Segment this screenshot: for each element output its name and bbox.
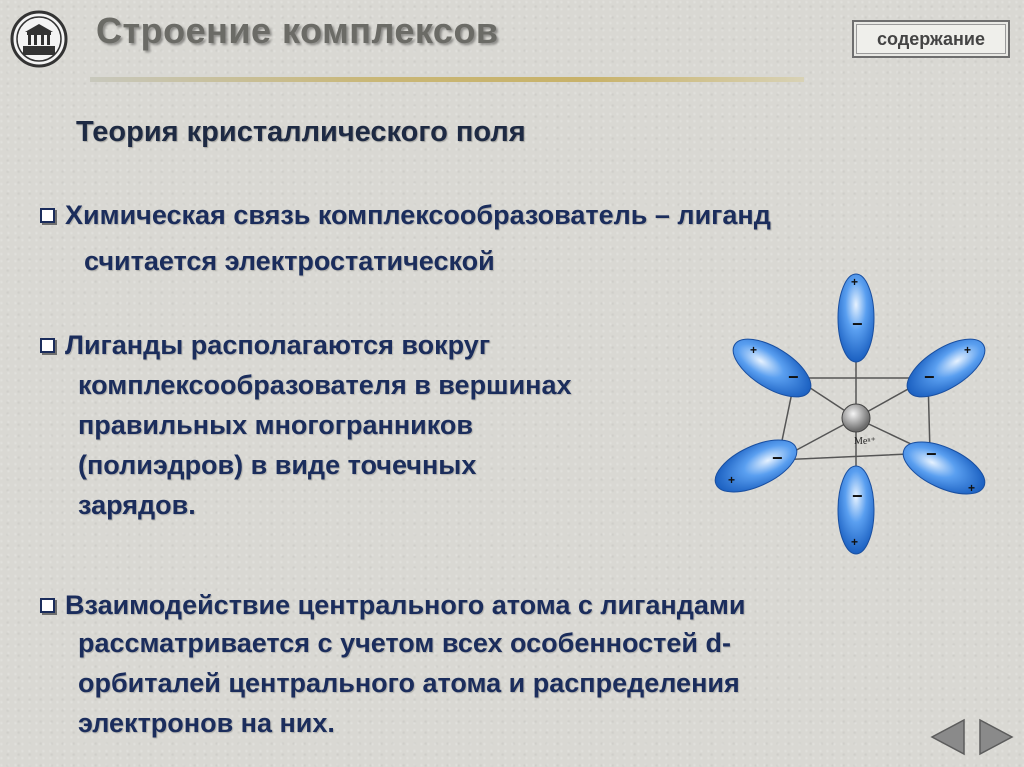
svg-text:−: − xyxy=(788,367,799,387)
triangle-left-icon xyxy=(930,718,966,756)
bullet-continuation: электронов на них. xyxy=(78,708,335,738)
bullet-continuation: (полиэдров) в виде точечных xyxy=(78,450,477,480)
bullet-item: Лиганды располагаются вокруг xyxy=(40,326,490,364)
svg-text:−: − xyxy=(852,486,863,506)
contents-button-label: содержание xyxy=(856,24,1006,54)
contents-button[interactable] xyxy=(852,20,1010,58)
checkbox-bullet-icon xyxy=(40,598,55,613)
university-logo xyxy=(10,10,68,68)
svg-text:+: + xyxy=(964,343,972,357)
next-slide-button[interactable] xyxy=(978,718,1014,756)
bullet-continuation: комплексообразователя в вершинах xyxy=(78,370,572,400)
central-atom-label: Meⁿ⁺ xyxy=(854,436,876,447)
bullet-continuation: рассматривается с учетом всех особенностей d- xyxy=(78,628,731,658)
central-atom xyxy=(842,404,870,432)
svg-text:−: − xyxy=(926,444,937,464)
svg-text:−: − xyxy=(924,367,935,387)
bullet-item: Химическая связь комплексообразователь – лиганд xyxy=(40,196,771,234)
checkbox-bullet-icon xyxy=(40,338,55,353)
bullet-continuation: считается электростатической xyxy=(84,246,495,276)
section-subtitle: Теория кристаллического поля xyxy=(76,116,526,148)
bullet-continuation: орбиталей центрального атома и распределения xyxy=(78,668,740,698)
page-title: Строение комплексов xyxy=(96,10,499,51)
triangle-right-icon xyxy=(978,718,1014,756)
svg-text:+: + xyxy=(968,481,976,495)
title-divider xyxy=(90,77,804,82)
bullet-item: Взаимодействие центрального атома с лигандами xyxy=(40,586,745,624)
svg-text:+: + xyxy=(851,535,859,549)
svg-text:−: − xyxy=(852,314,863,334)
bullet-continuation: зарядов. xyxy=(78,490,196,520)
svg-text:+: + xyxy=(851,275,859,289)
checkbox-bullet-icon xyxy=(40,208,55,223)
svg-text:−: − xyxy=(772,448,783,468)
svg-text:+: + xyxy=(728,473,736,487)
octahedral-complex-diagram xyxy=(700,260,1000,560)
bullet-continuation: правильных многогранников xyxy=(78,410,474,440)
svg-text:+: + xyxy=(750,343,758,357)
prev-slide-button[interactable] xyxy=(930,718,966,756)
